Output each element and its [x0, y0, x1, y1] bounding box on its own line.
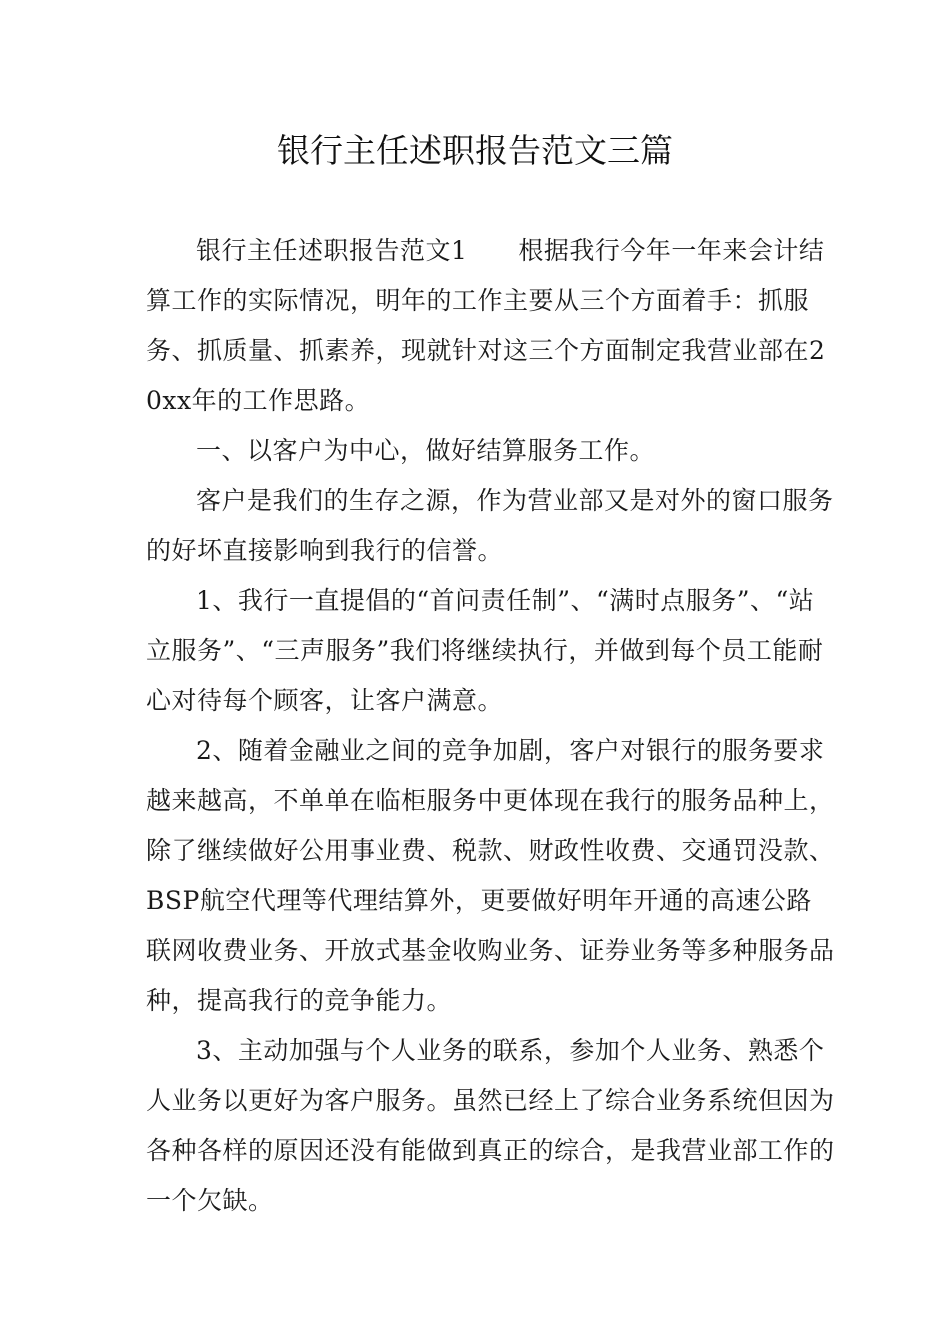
document-body [146, 226, 836, 1226]
paragraph-section-heading: 一、以客户为中心，做好结算服务工作。 [196, 436, 656, 465]
paragraph-item-1: 1、我行一直提倡的“首问责任制”、“满时点服务”、“站立服务”、“三声服务”我们将继续执行，并做到每个员工能耐心对待每个顾客，让客户满意。 [146, 586, 824, 715]
paragraph-intro: 银行主任述职报告范文1 根据我行今年一年来会计结算工作的实际情况，明年的工作主要从三个方面着手：抓服务、抓质量、抓素养，现就针对这三个方面制定我营业部在20xx年的工作思路。 [146, 236, 826, 415]
document-title: 银行主任述职报告范文三篇 [277, 131, 673, 170]
paragraph-item-3: 3、主动加强与个人业务的联系，参加个人业务、熟悉个人业务以更好为客户服务。虽然已经上了综合业务系统但因为各种各样的原因还没有能做到真正的综合，是我营业部工作的一个欠缺。 [146, 1036, 835, 1215]
paragraph-item-2: 2、随着金融业之间的竞争加剧，客户对银行的服务要求越来越高，不单单在临柜服务中更体现在我行的服务品种上，除了继续做好公用事业费、税款、财政性收费、交通罚没款、BSP航空代理等代理结算外，更要做好明年开通的高速公路联网收费业务、开放式基金收购业务、证券业务等多种服务品种，提高我行的竞争能力。 [146, 736, 835, 1015]
paragraph-customer-source: 客户是我们的生存之源，作为营业部又是对外的窗口服务的好坏直接影响到我行的信誉。 [146, 486, 834, 565]
